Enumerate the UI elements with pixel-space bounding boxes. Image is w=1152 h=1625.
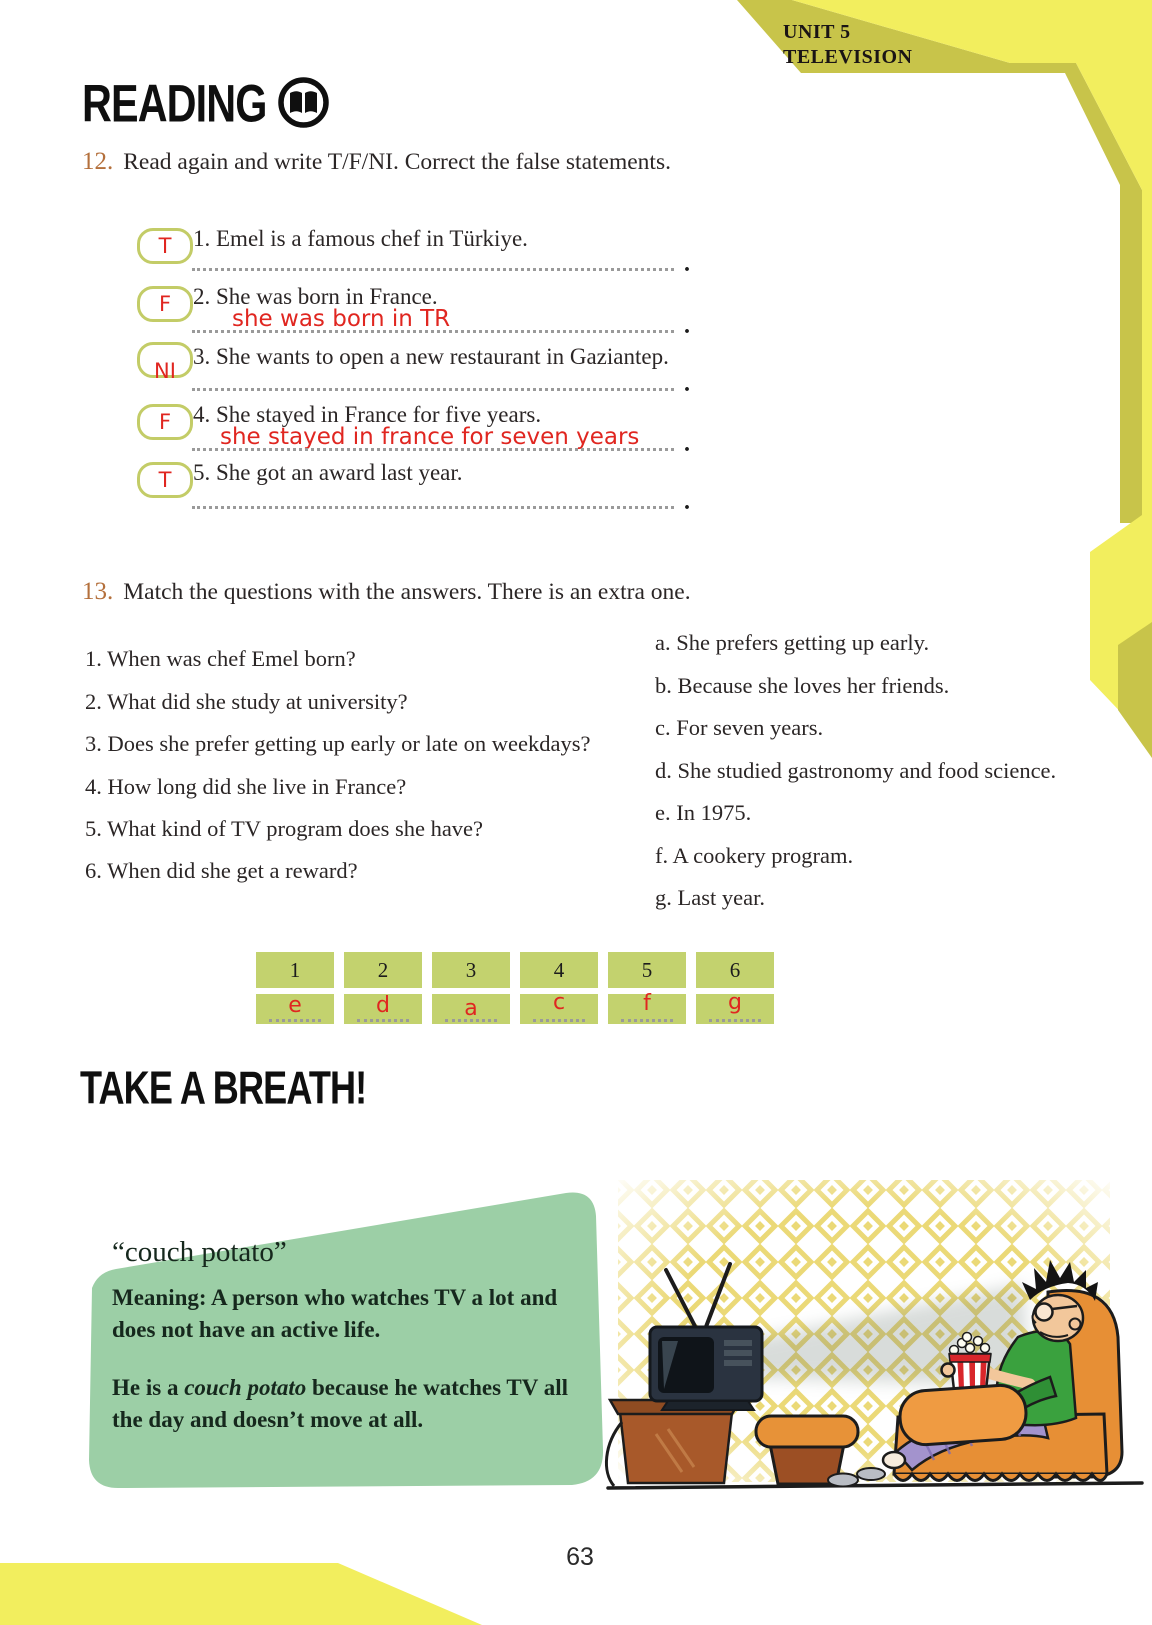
- answer-a: a. She prefers getting up early.: [655, 630, 930, 655]
- answer-d: d. She studied gastronomy and food science.: [655, 758, 1057, 783]
- answer-box-4[interactable]: [137, 404, 193, 440]
- example-italic: couch potato: [184, 1375, 307, 1400]
- armrest: [898, 1384, 1027, 1447]
- unit-topic: TELEVISION: [783, 46, 913, 68]
- answer-3: NI: [154, 359, 176, 383]
- slipper: [828, 1474, 858, 1487]
- match-number-2: 2: [344, 952, 422, 988]
- exercise12-instruction: Read again and write T/F/NI. Correct the false statements.: [123, 149, 671, 175]
- match-letter-cell-5[interactable]: f: [608, 994, 686, 1024]
- question-4: 4. How long did she live in France?: [85, 774, 407, 799]
- example-pre: He is a: [112, 1375, 185, 1400]
- idiom-example: [112, 1372, 574, 1435]
- handwritten-correction-4: she stayed in france for seven years: [220, 424, 640, 450]
- match-letter-cell-2[interactable]: d: [344, 994, 422, 1024]
- foot: [883, 1452, 905, 1468]
- statement-5: 5. She got an award last year.: [193, 460, 463, 485]
- answer-5: T: [158, 468, 172, 492]
- answer-c: c. For seven years.: [655, 715, 824, 740]
- answer-4: F: [158, 410, 172, 434]
- statement-3: 3. She wants to open a new restaurant in Gaziantep.: [193, 344, 669, 369]
- exercise12-header: [82, 148, 671, 176]
- couch-potato-illustration: [598, 1172, 1152, 1505]
- page-number: 63: [566, 1543, 594, 1571]
- answer-box-5[interactable]: [137, 462, 193, 498]
- idiom-meaning: Meaning: A person who watches TV a lot and does not have an active life.: [112, 1285, 558, 1342]
- answer-g: g. Last year.: [655, 885, 765, 910]
- glasses: [1036, 1304, 1053, 1321]
- hand: [942, 1364, 955, 1377]
- exercise12-number: 12.: [82, 148, 114, 175]
- unit-number: UNIT 5: [783, 21, 851, 43]
- tv-stand: [606, 1400, 740, 1486]
- match-number-1: 1: [256, 952, 334, 988]
- example-post: because he watches TV all the day and doesn’t move at all.: [112, 1375, 568, 1432]
- match-number-5: 5: [608, 952, 686, 988]
- correction-line-1[interactable]: .: [192, 254, 674, 271]
- exercise13-instruction: Match the questions with the answers. There is an extra one.: [123, 579, 691, 605]
- answer-1: T: [158, 234, 172, 258]
- slipper: [857, 1468, 885, 1480]
- exercise13-header: [82, 578, 691, 606]
- idiom-phrase: “couch potato”: [112, 1236, 287, 1268]
- correction-line-3[interactable]: .: [192, 374, 674, 391]
- match-number-6: 6: [696, 952, 774, 988]
- correction-line-5[interactable]: .: [192, 492, 674, 509]
- answer-b: b. Because she loves her friends.: [655, 673, 950, 698]
- question-1: 1. When was chef Emel born?: [85, 646, 356, 671]
- answer-2: F: [158, 292, 172, 316]
- answer-e: e. In 1975.: [655, 800, 752, 825]
- correction-line-2[interactable]: .: [192, 316, 674, 333]
- take-a-breath-title: TAKE A BREATH!: [80, 1062, 367, 1114]
- open-book-icon: [277, 76, 330, 129]
- reading-title: READING: [82, 73, 267, 133]
- match-number-4: 4: [520, 952, 598, 988]
- question-5: 5. What kind of TV program does she have?: [85, 816, 484, 841]
- question-2: 2. What did she study at university?: [85, 689, 408, 714]
- match-letter-cell-1[interactable]: e: [256, 994, 334, 1024]
- exercise13-number: 13.: [82, 578, 114, 605]
- statement-4: 4. She stayed in France for five years.: [193, 402, 542, 427]
- match-letter-cell-3[interactable]: a: [432, 994, 510, 1024]
- answer-box-3[interactable]: [137, 342, 193, 383]
- statement-2: 2. She was born in France.: [193, 284, 438, 309]
- handwritten-correction-2: she was born in TR: [232, 306, 451, 332]
- match-letter-cell-6[interactable]: g: [696, 994, 774, 1024]
- corner-decoration-bottom-left: [0, 1556, 500, 1625]
- answer-box-2[interactable]: [137, 286, 193, 322]
- unit-header: [783, 20, 913, 70]
- question-3: 3. Does she prefer getting up early or late on weekdays?: [85, 731, 591, 756]
- match-number-3: 3: [432, 952, 510, 988]
- correction-line-4[interactable]: .: [192, 434, 674, 451]
- match-letter-cell-4[interactable]: c: [520, 994, 598, 1024]
- answer-f: f. A cookery program.: [655, 843, 854, 868]
- ear: [1070, 1319, 1081, 1330]
- question-6: 6. When did she get a reward?: [85, 858, 358, 883]
- answer-box-1[interactable]: [137, 228, 193, 264]
- statement-1: 1. Emel is a famous chef in Türkiye.: [193, 226, 528, 251]
